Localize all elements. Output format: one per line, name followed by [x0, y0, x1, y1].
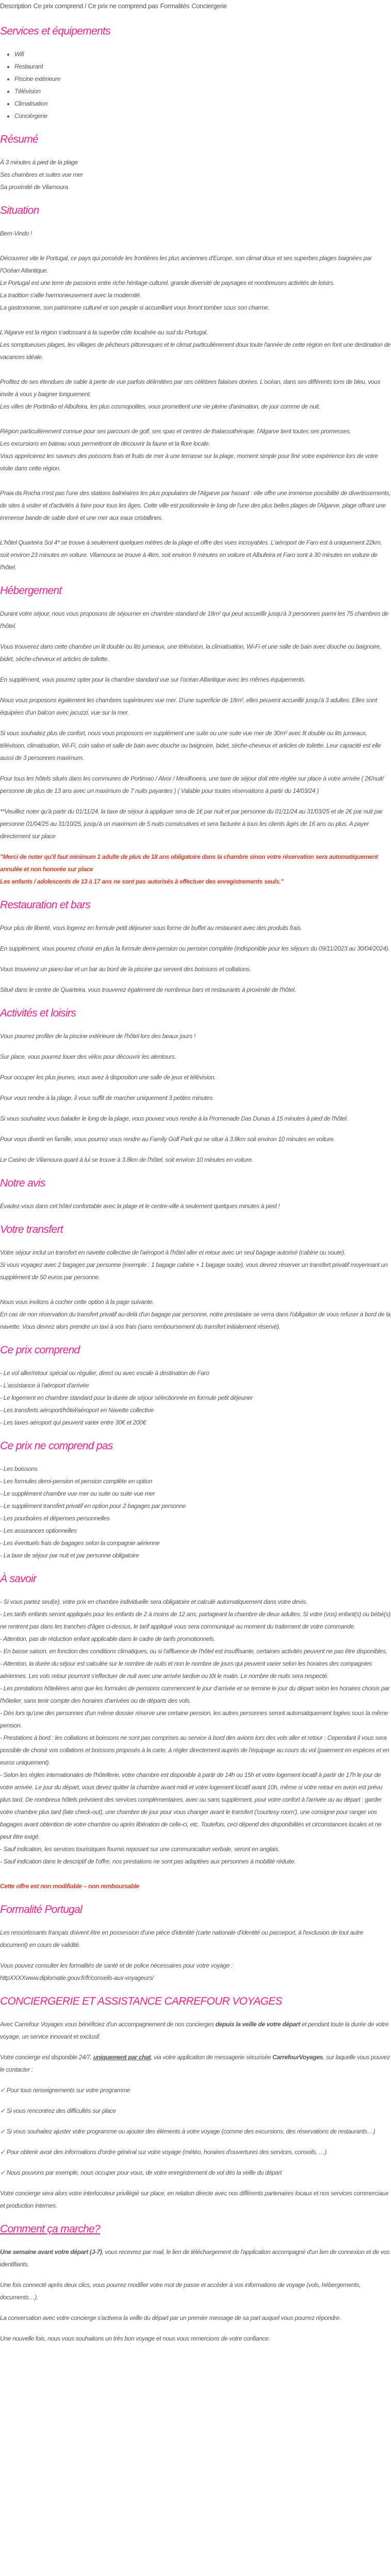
paragraph: ✓ Pour obtenir avoir des informations d'ordre général sur votre voyage (météo, horaires d'ouvertures des services, conseils, …): [0, 2148, 327, 2156]
paragraph: En supplément, vous pourrez opter pour la chambre standard vue sur l'océan Atlantique avec les mêmes équipements.: [0, 676, 306, 683]
paragraph: [0, 2018, 391, 2043]
paragraph: Pour vous rendre à la plage, il vous suffit de marcher uniquement 3 petites minutes.: [0, 1094, 214, 1101]
paragraph: [0, 2051, 391, 2076]
emphasis-text: uniquement par chat: [93, 2054, 151, 2061]
list-item: • Piscine extérieure: [14, 73, 391, 85]
paragraph: Situé dans le centre de Quarteira, vous trouverez également de nombreux bars et restaurants à proximité de l'hôtel.: [0, 986, 296, 993]
section-heading: Comment ça marche?: [0, 2223, 100, 2235]
paragraph: Nous vous invitons à cocher cette option à la page suivante. En cas de non réservation du transfert privatif au-delà d'un bagage par personne, notre prestataire se verra dans l'obligation de vous refuser à bord de la navette. Vous devrez alors prendre un taxi à vos frais (sans remboursement du transfert initialement réservé).: [0, 1298, 390, 1330]
paragraph: Bem-Vindo !: [0, 230, 32, 237]
text-segment: et pendant toute la durée de votre voyage, un service innovant et exclusif.: [0, 2021, 389, 2040]
paragraph: [0, 2246, 391, 2270]
list-item: - Les taxes aéroport qui peuvent varier entre 30€ et 200€: [0, 1419, 146, 1426]
paragraph: Une fois connecté après deux clics, vous pourrez modifier votre mot de passe et accéder à vos informations de voyage (vols, hébergements, documents…).: [0, 2281, 361, 2301]
list-item: - L'assistance à l'aéroport d'arrivée: [0, 1382, 89, 1389]
list-item: - La taxe de séjour par nuit et par personne obligatoire: [0, 1552, 139, 1559]
paragraph: Les ressortissants français doivent être en possession d'une pièce d'identité (carte nationale d'identité ou passeport, à l'exclusion de tout autre document) en cours de validité.: [0, 1929, 364, 1948]
list-item: - Le supplément transfert privatif en option pour 2 bagages par personne: [0, 1502, 186, 1510]
section-services-et-equipements: [0, 24, 391, 122]
tab-link[interactable]: Conciergerie: [191, 2, 227, 10]
section-heading: À savoir: [0, 1573, 37, 1585]
section-situation: [0, 204, 391, 573]
section-ce-prix-ne-comprend-pas: [0, 1439, 391, 1562]
paragraph: Le Casino de Vilamoura quant à lui se trouve à 3.8km de l'hôtel, soit environ 10 minutes en voiture.: [0, 1156, 253, 1163]
list-item: - Le logement en chambre standard pour la durée de séjour sélectionnée en formule petit déjeuner: [0, 1394, 253, 1401]
tab-link[interactable]: Description: [0, 2, 31, 10]
paragraph: Vous trouverez dans cette chambre un lit double ou lits jumeaux, une télévision, la climatisation, Wi-Fi et une salle de bain avec douche ou baignoire, bidet, sèche-cheveux et articles de toilette.: [0, 643, 382, 663]
bullet-list: [0, 48, 391, 122]
section-activites-et-loisirs: [0, 1006, 391, 1166]
paragraph: Sur place, vous pourrez louer des vélos pour découvrir les alentours.: [0, 1053, 176, 1060]
bullet-list: [0, 1463, 391, 1562]
paragraph: Une nouvelle fois, nous vous souhaitons un très bon voyage et nous vous remercions de votre confiance.: [0, 2335, 270, 2342]
section-hebergement: [0, 584, 391, 888]
paragraph: Votre séjour inclut un transfert en navette collective de l'aéroport à l'hôtel aller et retour avec un seul bagage autorisé (cabine ou soute). Si vous voyagez avec 2 bagages par personne (exemple : 1 bagage cabine + 1 bagage soute), vous devrez réserver un transfert privatif moyennant un supplément de 50 euros par personne.: [0, 1249, 388, 1281]
paragraph: Profitez de ses étendues de sable à perte de vue parfois délimitées par ses célèbres falaises dorées. L'océan, dans ses différents tons de bleu, vous invite à vous y baigner longuement. Les villes de Portimão et Albufeira, les plus cosmopolites, vous promettent une vie pleine d'animation, de jour comme de nuit.: [0, 378, 381, 410]
emphasis-text: depuis la veille de votre départ: [215, 2021, 300, 2028]
paragraph: Région particulièrement connue pour ses parcours de golf, ses spas et centres de thalassothérapie, l'Algarve tient toutes ses promesses. Les excursions en bateau vous permettront de découvrir la faune et la flore locale. Vous apprécierez les saveurs des poissons frais et fruits de mer à une terrasse sur la plage, moment simple pour finir votre expérience lors de votre visite dans cette région.: [0, 428, 378, 472]
section-conciergerie-et-assistance-carrefour-voyages: [0, 1994, 391, 2212]
paragraph: L'Algarve est la région s'adossant à la superbe côte localisée au sud du Portugal. Les somptueuses plages, les villages de pêcheurs pittoresques et le climat particulièrement doux toute l'année de cette région en font une destination de vacances idéale.: [0, 329, 391, 361]
paragraph: ✓ Si vous souhaitez ajuster votre programme ou ajouter des éléments à votre voyage (comme des excursions, des réservations de restaurants…): [0, 2128, 376, 2135]
text-segment: Votre concierge est disponible 24/7,: [0, 2054, 93, 2061]
section-heading: Notre avis: [0, 1177, 45, 1189]
text-segment: Avec Carrefour Voyages vous bénéficiez d'un accompagnement de nos concierges: [0, 2021, 216, 2028]
paragraph: ✓ Si vous rencontrez des difficultés sur place: [0, 2107, 116, 2114]
paragraph: Nous vous proposons également les chambres supérieures vue mer. D'une superficie de 18m², elles peuvent accueillir jusqu'à 3 adultes. Elles sont équipées d'un balcon avec jacuzzi, vue sur la mer.: [0, 697, 377, 716]
paragraph: La conversation avec votre concierge s'activera la veille du départ par un premier message de sa part auquel vous pourrez répondre.: [0, 2314, 341, 2321]
paragraph: ✓ Nous pouvons par exemple, nous occuper pour vous, de votre enregistrement de vol dès la veille du départ: [0, 2169, 282, 2176]
list-item: • Climatisation: [14, 97, 391, 110]
alert-notice: Cette offre est non modifiable – non remboursable: [0, 1883, 140, 1890]
paragraph: Pour tous les hôtels situés dans les communes de Portimao / Alvor / Mexilhoeira, une taxe de séjour doit etre réglée sur place à votre arrivée ( 2€/nuit/ personne de plus de 13 ans avec un maximum de 7 nuits payantes ) ( Valable pour toutes réservations à partir du 14/03/24 ): [0, 775, 384, 794]
section-votre-transfert: [0, 1223, 391, 1333]
section-formalite-portugal: [0, 1903, 391, 1984]
section-heading: Résumé: [0, 133, 38, 145]
paragraph: Évadez-vous dans cet hôtel confortable avec la plage et le centre-ville à seulement quelques minutes à pied !: [0, 1202, 280, 1210]
alert-notice: "Merci de noter qu'il faut minimum 1 adulte de plus de 18 ans obligatoire dans la chambre sinon votre réservation sera automatiquement annulée et non honorée sur place Les enfants / adolescents de 13 à 17 ans ne sont pas autorisés à effectuer des enregistrements seuls.": [0, 853, 378, 885]
paragraph: Découvrez vite le Portugal, ce pays qui possède les frontières les plus anciennes d'Europe, son climat doux et ses superbes plages baignées par l'Océan Atlantique. Le Portugal est une terre de passions entre riche héritage culturel, grande diversité de paysages et nombreuses activités de loisirs. La tradition s'allie harmonieusement avec la modernité. La gastronomie, son patrimoine culturel et son peuple si accueillant vous feront tomber sous son charme.: [0, 255, 372, 311]
list-item: - Les boissons: [0, 1465, 38, 1472]
list-item: - Les assurances optionnelles: [0, 1527, 77, 1534]
paragraph: Si vous souhaitez vous balader le long de la plage, vous pouvez vous rendre à la Promenade Das Dunas à 15 minutes à pied de l'hôtel.: [0, 1115, 348, 1122]
emphasis-text: Une semaine avant votre départ (J-7): [0, 2248, 102, 2256]
section-heading: Activités et loisirs: [0, 1007, 76, 1019]
text-segment: , via votre application de messagerie sécurisée: [151, 2054, 273, 2061]
list-item: - Les transferts aéroport/hôtel/aéroport en Navette collective: [0, 1406, 154, 1414]
paragraph: Durant votre séjour, nous vous proposons de séjourner en chambre standard de 18m² qui peut accueillir jusqu'à 3 personnes parmi les 75 chambres de l'hôtel.: [0, 610, 388, 630]
list-item: - Le supplément chambre vue mer ou suite ou suite vue mer: [0, 1490, 155, 1497]
text-segment: , vous recevrez par mail, le lien de téléchargement de l'application accompagné d'un lien de connexion et de vos identifiants.: [0, 2248, 390, 2268]
bullet-list: [0, 1367, 391, 1429]
text-segment: , sur laquelle vous pouvez le contacter :: [0, 2054, 390, 2073]
section-heading: Services et équipements: [0, 25, 110, 37]
section-heading: Situation: [0, 205, 39, 216]
paragraph: Pour vous divertir en famille, vous pourrez vous rendre au Family Golf Park qui se situe à 3.8km soit environ 10 minutes en voiture.: [0, 1136, 335, 1143]
paragraph: Pour occuper les plus jeunes, vous avez à disposition une salle de jeux et télévision.: [0, 1074, 216, 1081]
section-comment-ca-marche: [0, 2222, 391, 2345]
tab-link[interactable]: Ce prix comprend / Ce prix ne comprend pas: [33, 2, 158, 10]
list-item: • Télévision: [14, 85, 391, 97]
list-item: - Les formules demi-pension et pension complète en option: [0, 1478, 152, 1485]
list-item: - Les éventuels frais de bagages selon la compagnie aérienne: [0, 1539, 160, 1547]
section-resume: [0, 132, 391, 193]
section-heading: Ce prix ne comprend pas: [0, 1440, 113, 1452]
section-heading: Votre transfert: [0, 1224, 63, 1235]
paragraph: **Veuillez noter qu'à partir du 01/11/24, la taxe de séjour à appliquer sera de 1€ par nuit et par personne du 01/11/24 au 31/03/25 et de 2€ par nuit par personne 01/04/25 au 31/10/25, jusqu'à un maximum de 5 nuits consécutives et sera facturée à tous les clients âgés de 16 ans ou plus. A payer directement sur place: [0, 808, 383, 840]
section-notre-avis: [0, 1176, 391, 1212]
list-item: • Concièrgerie: [14, 110, 391, 122]
section-heading: Hébergement: [0, 585, 62, 597]
paragraph: ✓ Pour tous renseignements sur votre programme: [0, 2087, 131, 2094]
paragraph: À 3 minutes à pied de la plage Ses chambres et suites vue mer Sa proximité de Vilamoura: [0, 159, 83, 191]
paragraph: Si vous souhaitez plus de confort, nous vous proposons en supplément une suite ou une suite vue mer de 30m² avec lit double ou lits jumeaux, télévision, climatisation, Wi-Fi, coin salon et salle de bain avec douche ou baignoire, bidet, sèche-cheveux et articles de toilette. Leur capacité est elle aussi de 3 personnes maximum.: [0, 730, 381, 761]
paragraph: Votre concierge sera alors votre interlocuteur privilégié sur place, en relation directe avec nos différents partenaires locaux et nos services commerciaux et production internes.: [0, 2190, 389, 2209]
paragraph: Pour plus de liberté, vous logerez en formule petit déjeuner sous forme de buffet au restaurant avec des produits frais.: [0, 924, 302, 931]
section-tabs: [0, 0, 391, 14]
section-heading: Formalité Portugal: [0, 1904, 82, 1916]
section-heading: Restauration et bars: [0, 899, 91, 911]
paragraph: Praia da Rocha n'est pas l'une des stations balnéaires les plus populaires de l'Algarve par hasard : elle offre une immense possibilité de divertissements, de sites à visiter et d'activités à faire pour tous les âges. Cette ville est positionnée le long de l'une des plus belles plages de l'Algarve, plage offrant une immense bande de sable doré et une mer aux eaux cristallines.: [0, 489, 391, 521]
tab-link[interactable]: Formalités: [160, 2, 190, 10]
section-ce-prix-comprend: [0, 1343, 391, 1429]
paragraph: L'hôtel Quarteira Sol 4* se trouve à seulement quelques mètres de la plage et offre des vues incroyables. L'aéroport de Faro est à uniquement 22km, soit environ 23 minutes en voiture. Vilamoura se trouve à 4km, soit environ 9 minutes en voiture et Albufeira et Faro sont à 30 minutes en voiture de l'hôtel.: [0, 539, 382, 571]
section-a-savoir: [0, 1572, 391, 1892]
paragraph: Vous pouvez consulter les formalités de santé et de police nécessaires pour votre voyage : httpXXXXwww.diplomatie.gouv.fr/fr/conseils-aux-voyageurs/: [0, 1962, 233, 1981]
paragraph: Vous pourrez profiter de la piscine extérieure de l'hôtel lors des beaux jours !: [0, 1032, 196, 1040]
description-content: [0, 24, 391, 2345]
section-restauration-et-bars: [0, 898, 391, 996]
list-item: - Les pourboires et dépenses personnelles: [0, 1515, 110, 1522]
list-item: • Wifi: [14, 48, 391, 60]
paragraph: Vous trouverez un piano-bar et un bar au bord de la piscine qui servent des boissons et collations.: [0, 965, 251, 973]
section-heading: Ce prix comprend: [0, 1344, 80, 1356]
section-heading: CONCIERGERIE ET ASSISTANCE CARREFOUR VOYAGES: [0, 1995, 282, 2007]
paragraph: En supplément, vous pourrez choisir en plus la formule demi-pension ou pension complète (indisponible pour les séjours du 09/11/2023 au 30/04/2024).: [0, 945, 390, 952]
list-item: • Restaurant: [14, 60, 391, 73]
list-item: - Le vol aller/retour spécial ou régulier, direct ou avec escale à destination de Faro: [0, 1369, 209, 1377]
emphasis-text: CarrefourVoyages: [272, 2054, 323, 2061]
paragraph: - Si vous partez seul(e), votre prix en chambre individuelle sera obligatoire et calculé automatiquement dans votre devis. - Les tarifs enfants seront appliqués pour les enfants de 2 à moins de 12 ans, partageant la chambre de deux adultes. Si votre (vos) enfant(s) ou bébé(s) ne rentrent pas dans les tranches d'âges ci-dessus, le tarif appliqué vous sera communiqué au moment du traitement de votre commande. - Attention, pas de réduction enfant applicable dans le cadre de tarifs promotionnels. - En basse saison, en fonction des conditions climatiques, ou si l'affluence de l'hôtel est insuffisante, certaines activités peuvent ne pas être disponibles. - Attention, la durée du séjour est calculée sur le nombre de nuits et non le nombre de jours qui peuvent varier selon les horaires des compagnies aériennes. Les vols retour pourront s'effectuer de nuit avec une arrivée tardive ou tôt le matin. Le nombre de nuits sera respecté. - Les prestations hôtelières ainsi que les formules de pensions commencent le jour d'arrivée et se termine le jour du départ selon les horaires choisis par l'hôtelier, sans tenir compte des horaires d'arrivées ou de départs des vols. - Dès lors qu'une des personnes d'un même dossier réserve une certaine pension, les autres personnes seront automatiquement logées sous la même pension. - Prestations à bord : les collations et boissons ne sont pas comprises au service à bord des avions lors des vols aller et retour ; Cependant il vous sera possible de choisir vos collations et boissons proposés à la carte, à régler directement auprès de l'équipage au cours du vol (paiement en espèces et en euros uniquement). - Selon les règles internationales de l'hôtellerie, votre chambre est disponible à partir de 14h ou 15h et votre logement locatif à partir de 17h le jour de votre arrivée. Le jour du départ, vous devez quitter la chambre avant midi et votre logement locatif avant 10h, même si votre retour en avion est prévu plus tard. De nombreux hôtels prévoient des services complémentaires, avec ou sans supplément, pour votre confort à l'arrivée ou au départ : garder votre chambre plus tard (late check-out), une chambre de jour pour vous changer avant le transfert ('courtesy room'), une consigne pour ranger vos bagages avant obtention de votre chambre ou après libération de celle-ci, etc. Toutefois, ceci dépend des disponibilités et circonstances locales et ne peut être exigé. - Sauf indication, les services touristiques fournis reposant sur une communication verbale, seront en anglais. - Sauf indication dans le descriptif de l'offre, nos prestations ne sont pas adaptées aux personnes à mobilité réduite.: [0, 1598, 390, 1865]
